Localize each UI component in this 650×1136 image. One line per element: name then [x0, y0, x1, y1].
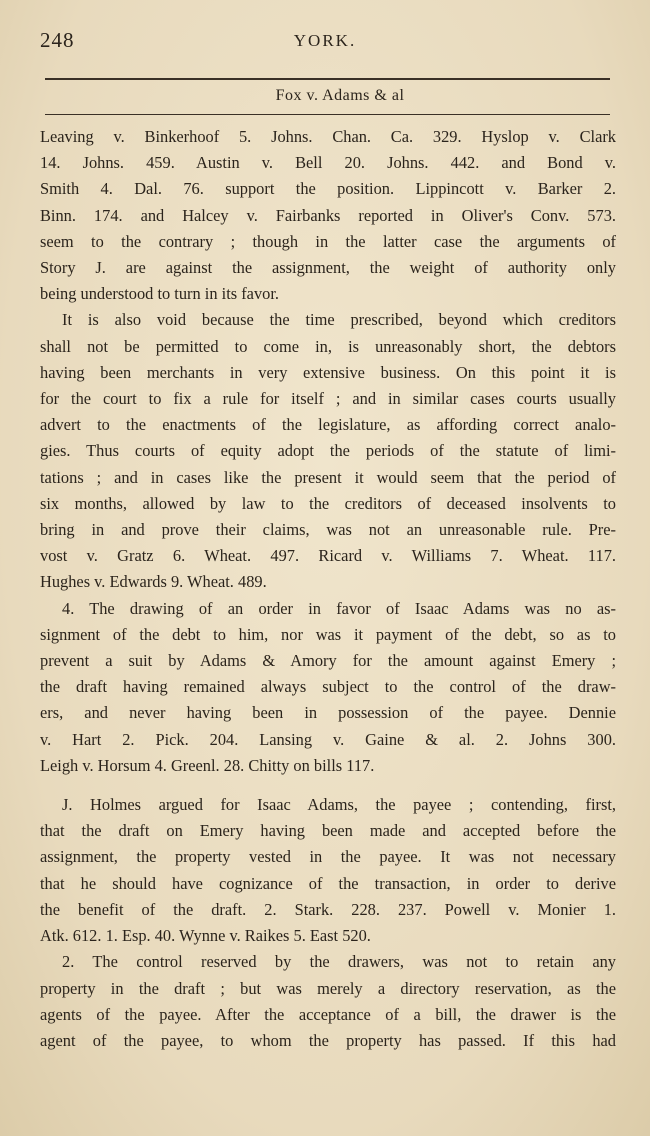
text-line: agents of the payee. After the acceptance of a bill, the drawer is the [40, 1004, 616, 1024]
paragraph-3 [40, 596, 616, 779]
text-line: Leigh v. Horsum 4. Greenl. 28. Chitty on bills 117. [40, 755, 375, 775]
text-line: shall not be permitted to come in, is unreasonably short, the debtors [40, 336, 616, 356]
text-line: 4. The drawing of an order in favor of Isaac Adams was no as- [62, 598, 616, 618]
text-line: v. Hart 2. Pick. 204. Lansing v. Gaine & al. 2. Johns 300. [40, 729, 616, 749]
text-line: tations ; and in cases like the present it would seem that the period of [40, 467, 616, 487]
text-line: for the court to fix a rule for itself ; and in similar cases courts usually [40, 389, 616, 409]
page-number: 248 [40, 28, 75, 52]
text-line: prevent a suit by Adams & Amory for the amount against Emery ; [40, 651, 616, 671]
text-line: being understood to turn in its favor. [40, 284, 280, 304]
text-line: 2. The control reserved by the drawers, was not to retain any [62, 952, 616, 972]
body-text [40, 124, 616, 1054]
text-line: Hughes v. Edwards 9. Wheat. 489. [40, 572, 267, 592]
text-line: that the draft on Emery having been made and accepted before the [40, 821, 616, 841]
text-line: J. Holmes argued for Isaac Adams, the payee ; contending, first, [62, 795, 616, 815]
text-line: the benefit of the draft. 2. Stark. 228. 237. Powell v. Monier 1. [40, 899, 616, 919]
text-line: It is also void because the time prescribed, beyond which creditors [62, 310, 616, 330]
text-line: seem to the contrary ; though in the latter case the arguments of [40, 231, 616, 251]
text-line: that he should have cognizance of the transaction, in order to derive [40, 873, 616, 893]
page-header [40, 28, 610, 58]
text-line: property in the draft ; but was merely a directory reservation, as the [40, 978, 616, 998]
header-rule-bottom [45, 114, 610, 115]
text-line: assignment, the property vested in the payee. It was not necessary [40, 847, 616, 867]
paragraph-1 [40, 124, 616, 307]
text-line: having been merchants in very extensive business. On this point it is [40, 362, 616, 382]
text-line: Leaving v. Binkerhoof 5. Johns. Chan. Ca. 329. Hyslop v. Clark [40, 127, 616, 146]
paragraph-5 [40, 949, 616, 1054]
text-line: Atk. 612. 1. Esp. 40. Wynne v. Raikes 5. East 520. [40, 926, 371, 946]
paragraph-2 [40, 307, 616, 595]
text-line: the draft having remained always subject to the control of the draw- [40, 677, 616, 697]
text-line: ers, and never having been in possession of the payee. Dennie [40, 703, 616, 723]
header-rule-top [45, 78, 610, 80]
text-line: Binn. 174. and Halcey v. Fairbanks reported in Oliver's Conv. 573. [40, 205, 616, 225]
paragraph-4 [40, 792, 616, 949]
case-title: Fox v. Adams & al [275, 87, 405, 104]
text-line: 14. Johns. 459. Austin v. Bell 20. Johns. 442. and Bond v. [40, 153, 616, 173]
text-line: Smith 4. Dal. 76. support the position. Lippincott v. Barker 2. [40, 179, 616, 199]
paragraph-gap [40, 779, 616, 792]
text-line: vost v. Gratz 6. Wheat. 497. Ricard v. Williams 7. Wheat. 117. [40, 546, 616, 566]
text-line: signment of the debt to him, nor was it payment of the debt, so as to [40, 624, 616, 644]
text-line: agent of the payee, to whom the property has passed. If this had [40, 1030, 616, 1050]
text-line: gies. Thus courts of equity adopt the periods of the statute of limi- [40, 441, 616, 461]
text-line: bring in and prove their claims, was not an unreasonable rule. Pre- [40, 520, 616, 540]
text-line: Story J. are against the assignment, the weight of authority only [40, 258, 616, 278]
text-line: advert to the enactments of the legislature, as affording correct analo- [40, 415, 616, 435]
running-head: YORK. [293, 31, 357, 50]
text-line: six months, allowed by law to the creditors of deceased insolvents to [40, 493, 616, 513]
